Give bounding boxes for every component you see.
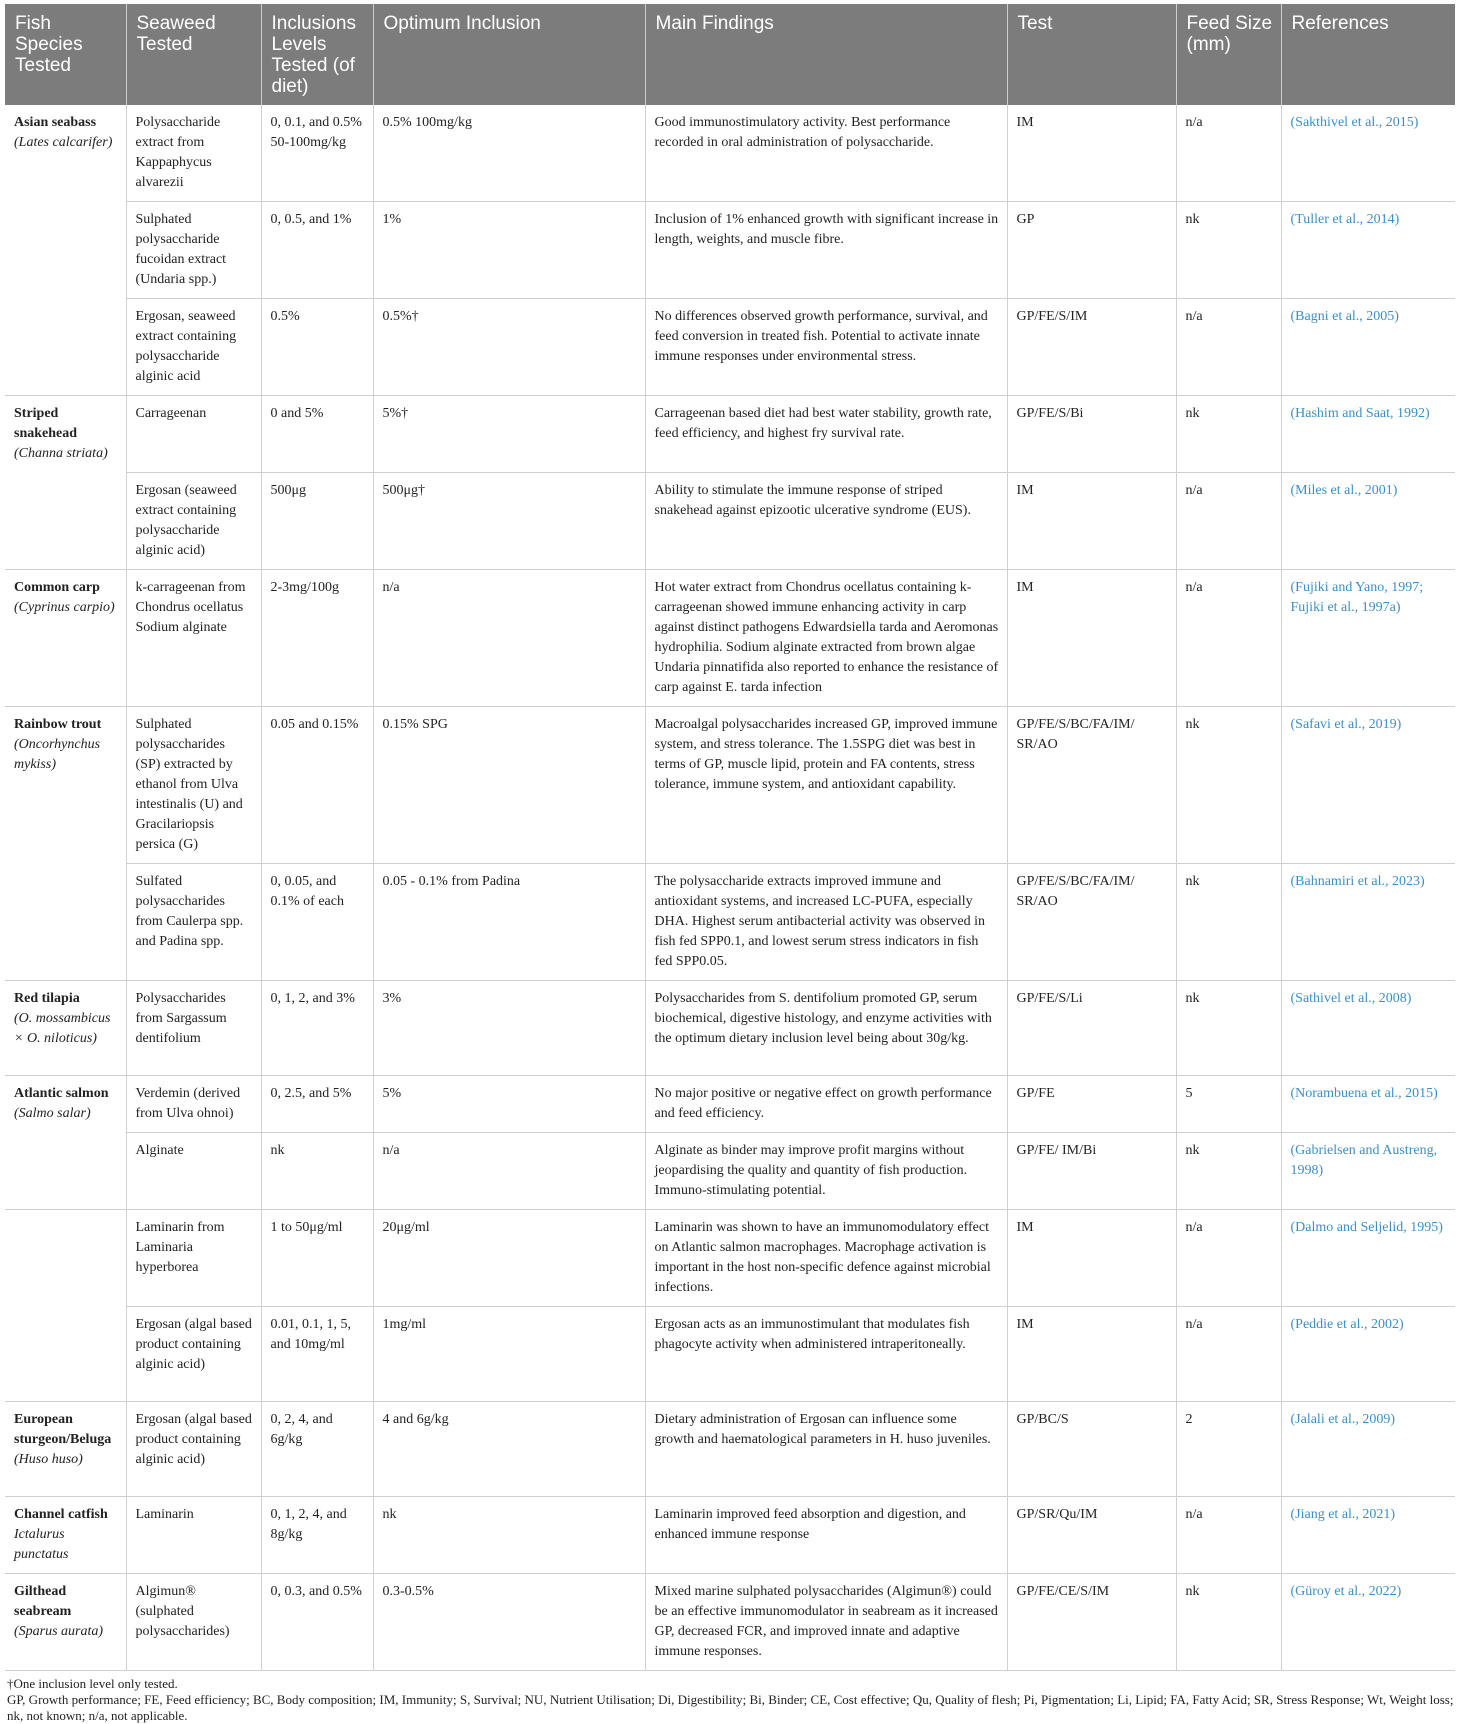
feed-size-cell: 2 — [1176, 1401, 1281, 1496]
optimum-cell: 3% — [373, 980, 645, 1075]
species-cell-empty — [5, 1209, 126, 1306]
species-sci: (Channa striata) — [14, 446, 108, 461]
findings-cell: Inclusion of 1% enhanced growth with significant increase in length, weights, and muscle fibre. — [645, 202, 1007, 299]
species-name: Asian seabass — [14, 115, 97, 130]
feed-size-cell: nk — [1176, 396, 1281, 473]
footnote-abbreviations: GP, Growth performance; FE, Feed efficiency; BC, Body composition; IM, Immunity; S, Survival; NU, Nutrient Utilisation; Di, Digestibility; Bi, Binder; CE, Cost effective; Qu, Quality of flesh; Pi, Pigmentation; Li, Lipid; FA, Fatty Acid; SR, Stress Response; Wt, Weight loss; nk, not known; n/a, not applicable. — [7, 1691, 1454, 1723]
table-row — [5, 472, 1455, 569]
species-cell — [5, 569, 126, 706]
levels-cell: 500μg — [261, 472, 373, 569]
levels-cell: nk — [261, 1132, 373, 1209]
table-row — [5, 863, 1455, 980]
species-name: Channel catfish — [14, 1506, 108, 1522]
optimum-cell: 1mg/ml — [373, 1306, 645, 1401]
seaweed-cell: Polysaccharides from Sargassum dentifolium — [126, 980, 261, 1075]
species-sci: (Lates calcarifer) — [14, 135, 113, 150]
header-feed-size: Feed Size (mm) — [1176, 4, 1281, 105]
feed-size-cell: nk — [1176, 980, 1281, 1075]
reference-link[interactable]: (Peddie et al., 2002) — [1290, 1316, 1404, 1332]
species-sci: (Sparus aurata) — [14, 1623, 104, 1639]
table-row — [5, 1401, 1455, 1496]
species-cell — [5, 980, 126, 1075]
optimum-cell: n/a — [373, 569, 645, 706]
feed-size-cell: nk — [1176, 706, 1281, 863]
reference-cell — [1281, 863, 1455, 980]
table-row — [5, 980, 1455, 1075]
levels-cell: 0.01, 0.1, 1, 5, and 10mg/ml — [261, 1306, 373, 1401]
test-cell: GP/SR/Qu/IM — [1007, 1496, 1176, 1573]
species-sci: (O. mossambicus × O. niloticus) — [14, 1010, 111, 1046]
feed-size-cell: n/a — [1176, 1496, 1281, 1573]
findings-cell: Laminarin improved feed absorption and digestion, and enhanced immune response — [645, 1496, 1007, 1573]
optimum-cell: 0.5%† — [373, 299, 645, 396]
table-row — [5, 706, 1455, 863]
species-cell-empty — [5, 1132, 126, 1209]
seaweed-cell: Ergosan (algal based product containing alginic acid) — [126, 1401, 261, 1496]
table-row — [5, 1573, 1455, 1670]
reference-link[interactable]: (Güroy et al., 2022) — [1290, 1583, 1402, 1599]
table-row — [5, 1132, 1455, 1209]
seaweed-cell: Sulphated polysaccharides (SP) extracted by ethanol from Ulva intestinalis (U) and Gracilariopsis persica (G) — [126, 706, 261, 863]
table-row — [5, 299, 1455, 396]
species-sci: (Huso huso) — [14, 1451, 83, 1467]
reference-link[interactable]: (Sakthivel et al., 2015) — [1290, 115, 1419, 130]
optimum-cell: 20μg/ml — [373, 1209, 645, 1306]
levels-cell: 1 to 50μg/ml — [261, 1209, 373, 1306]
levels-cell: 0, 2, 4, and 6g/kg — [261, 1401, 373, 1496]
reference-link[interactable]: (Gabrielsen and Austreng, 1998) — [1290, 1142, 1438, 1178]
test-cell: IM — [1007, 1209, 1176, 1306]
optimum-cell: 0.05 - 0.1% from Padina — [373, 863, 645, 980]
footnote-dagger: †One inclusion level only tested. — [7, 1675, 178, 1691]
optimum-cell: n/a — [373, 1132, 645, 1209]
reference-cell — [1281, 1573, 1455, 1670]
reference-cell — [1281, 202, 1455, 299]
levels-cell: 0.5% — [261, 299, 373, 396]
reference-cell — [1281, 569, 1455, 706]
header-test: Test — [1007, 4, 1176, 105]
findings-cell: Carrageenan based diet had best water stability, growth rate, feed efficiency, and highest fry survival rate. — [645, 396, 1007, 473]
optimum-cell: 0.3-0.5% — [373, 1573, 645, 1670]
table-footnotes — [5, 1671, 1457, 1724]
reference-link[interactable]: (Sathivel et al., 2008) — [1290, 990, 1412, 1006]
seaweed-polysaccharide-table — [5, 4, 1455, 1671]
table-row — [5, 1496, 1455, 1573]
levels-cell: 0, 0.1, and 0.5% 50-100mg/kg — [261, 105, 373, 202]
reference-link[interactable]: (Hashim and Saat, 1992) — [1290, 406, 1430, 421]
header-optimum: Optimum Inclusion — [373, 4, 645, 105]
species-cell-empty — [5, 863, 126, 980]
species-name: Striped snakehead — [14, 406, 78, 441]
feed-size-cell: nk — [1176, 202, 1281, 299]
findings-cell: Alginate as binder may improve profit margins without jeopardising the quality and quantity of fish production. Immuno-stimulating potential. — [645, 1132, 1007, 1209]
test-cell: IM — [1007, 569, 1176, 706]
seaweed-cell: Polysaccharide extract from Kappaphycus alvarezii — [126, 105, 261, 202]
species-name: European sturgeon/Beluga — [14, 1411, 112, 1447]
levels-cell: 0, 1, 2, and 3% — [261, 980, 373, 1075]
reference-cell — [1281, 1132, 1455, 1209]
reference-cell — [1281, 1496, 1455, 1573]
reference-cell — [1281, 706, 1455, 863]
table-row — [5, 105, 1455, 202]
feed-size-cell: nk — [1176, 1573, 1281, 1670]
seaweed-cell: Alginate — [126, 1132, 261, 1209]
levels-cell: 0.05 and 0.15% — [261, 706, 373, 863]
findings-cell: No differences observed growth performance, survival, and feed conversion in treated fish. Potential to activate innate immune responses under environmental stress. — [645, 299, 1007, 396]
reference-cell — [1281, 1401, 1455, 1496]
test-cell: IM — [1007, 1306, 1176, 1401]
species-cell-empty — [5, 472, 126, 569]
table-row — [5, 1209, 1455, 1306]
seaweed-cell: Ergosan, seaweed extract containing polysaccharide alginic acid — [126, 299, 261, 396]
reference-cell — [1281, 1306, 1455, 1401]
levels-cell: 0, 1, 2, 4, and 8g/kg — [261, 1496, 373, 1573]
seaweed-cell: Ergosan (seaweed extract containing polysaccharide alginic acid) — [126, 472, 261, 569]
table-row — [5, 1075, 1455, 1132]
species-cell — [5, 1496, 126, 1573]
findings-cell: The polysaccharide extracts improved immune and antioxidant systems, and increased LC-PUFA, especially DHA. Highest serum antibacterial activity was observed in fish fed SPP0.1, and lowest serum stress indicators in fish fed SPP0.05. — [645, 863, 1007, 980]
optimum-cell: 5%† — [373, 396, 645, 473]
test-cell: GP/BC/S — [1007, 1401, 1176, 1496]
seaweed-cell: Verdemin (derived from Ulva ohnoi) — [126, 1075, 261, 1132]
reference-cell — [1281, 472, 1455, 569]
findings-cell: Mixed marine sulphated polysaccharides (Algimun®) could be an effective immunomodulator in seabream as it increased GP, decreased FCR, and improved innate and adaptive immune responses. — [645, 1573, 1007, 1670]
species-cell-empty — [5, 299, 126, 396]
levels-cell: 0, 2.5, and 5% — [261, 1075, 373, 1132]
levels-cell: 0, 0.3, and 0.5% — [261, 1573, 373, 1670]
header-references: References — [1281, 4, 1455, 105]
optimum-cell: 0.15% SPG — [373, 706, 645, 863]
table-row — [5, 396, 1455, 473]
optimum-cell: 4 and 6g/kg — [373, 1401, 645, 1496]
reference-link[interactable]: (Safavi et al., 2019) — [1290, 716, 1402, 732]
species-sci: Ictalurus punctatus — [14, 1526, 69, 1562]
species-name: Gilthead seabream — [14, 1583, 72, 1619]
species-cell — [5, 1573, 126, 1670]
header-findings: Main Findings — [645, 4, 1007, 105]
species-cell-empty — [5, 202, 126, 299]
seaweed-cell: Carrageenan — [126, 396, 261, 473]
optimum-cell: 1% — [373, 202, 645, 299]
test-cell: GP/FE/S/Bi — [1007, 396, 1176, 473]
optimum-cell: 0.5% 100mg/kg — [373, 105, 645, 202]
table-container — [5, 4, 1455, 1724]
levels-cell: 0 and 5% — [261, 396, 373, 473]
reference-cell — [1281, 1075, 1455, 1132]
test-cell: GP/FE/S/BC/FA/IM/ SR/AO — [1007, 706, 1176, 863]
findings-cell: Good immunostimulatory activity. Best performance recorded in oral administration of polysaccharide. — [645, 105, 1007, 202]
reference-link[interactable]: (Bahnamiri et al., 2023) — [1290, 873, 1425, 889]
levels-cell: 0, 0.5, and 1% — [261, 202, 373, 299]
findings-cell: Hot water extract from Chondrus ocellatus containing k-carrageenan showed immune enhancing activity in carp against distinct pathogens Edwardsiella tarda and Aeromonas hydrophilia. Sodium alginate extracted from brown algae Undaria pinnatifida also reported to enhance the resistance of carp against E. tarda infection — [645, 569, 1007, 706]
seaweed-cell: Ergosan (algal based product containing alginic acid) — [126, 1306, 261, 1401]
test-cell: GP/FE/S/Li — [1007, 980, 1176, 1075]
species-cell — [5, 396, 126, 473]
header-inclusion-levels: Inclusions Levels Tested (of diet) — [261, 4, 373, 105]
test-cell: IM — [1007, 472, 1176, 569]
levels-cell: 0, 0.05, and 0.1% of each — [261, 863, 373, 980]
findings-cell: Polysaccharides from S. dentifolium promoted GP, serum biochemical, digestive histology, and enzyme activities with the optimum dietary inclusion level being about 30g/kg. — [645, 980, 1007, 1075]
species-name: Common carp — [14, 579, 100, 595]
test-cell: GP/FE — [1007, 1075, 1176, 1132]
seaweed-cell: Algimun® (sulphated polysaccharides) — [126, 1573, 261, 1670]
reference-link[interactable]: (Jiang et al., 2021) — [1290, 1506, 1396, 1522]
reference-cell — [1281, 396, 1455, 473]
reference-link[interactable]: (Fujiki and Yano, 1997; Fujiki et al., 1997a) — [1290, 579, 1424, 615]
feed-size-cell: nk — [1176, 863, 1281, 980]
test-cell: GP/FE/S/BC/FA/IM/ SR/AO — [1007, 863, 1176, 980]
species-cell — [5, 1401, 126, 1496]
feed-size-cell: n/a — [1176, 472, 1281, 569]
test-cell: GP/FE/S/IM — [1007, 299, 1176, 396]
seaweed-cell: Sulphated polysaccharide fucoidan extract (Undaria spp.) — [126, 202, 261, 299]
reference-link[interactable]: (Miles et al., 2001) — [1290, 482, 1398, 498]
optimum-cell: 500μg† — [373, 472, 645, 569]
findings-cell: Dietary administration of Ergosan can influence some growth and haematological parameters in H. huso juveniles. — [645, 1401, 1007, 1496]
feed-size-cell: n/a — [1176, 1209, 1281, 1306]
findings-cell: Ergosan acts as an immunostimulant that modulates fish phagocyte activity when administered intraperitoneally. — [645, 1306, 1007, 1401]
table-header-row — [5, 4, 1455, 105]
findings-cell: No major positive or negative effect on growth performance and feed efficiency. — [645, 1075, 1007, 1132]
reference-cell — [1281, 1209, 1455, 1306]
reference-cell — [1281, 105, 1455, 202]
feed-size-cell: n/a — [1176, 569, 1281, 706]
reference-link[interactable]: (Norambuena et al., 2015) — [1290, 1085, 1438, 1101]
feed-size-cell: 5 — [1176, 1075, 1281, 1132]
species-name: Rainbow trout — [14, 716, 102, 732]
species-cell — [5, 1075, 126, 1132]
findings-cell: Macroalgal polysaccharides increased GP, improved immune system, and stress tolerance. The 1.5SPG diet was best in terms of GP, muscle lipid, protein and FA contents, stress tolerance, immune system, and antioxidant capability. — [645, 706, 1007, 863]
reference-link[interactable]: (Tuller et al., 2014) — [1290, 212, 1400, 227]
reference-link[interactable]: (Jalali et al., 2009) — [1290, 1411, 1396, 1427]
test-cell: GP/FE/ IM/Bi — [1007, 1132, 1176, 1209]
reference-link[interactable]: (Dalmo and Seljelid, 1995) — [1290, 1219, 1443, 1235]
findings-cell: Laminarin was shown to have an immunomodulatory effect on Atlantic salmon macrophages. Macrophage activation is important in the host non-specific defence against microbial infections. — [645, 1209, 1007, 1306]
table-row — [5, 569, 1455, 706]
header-seaweed: Seaweed Tested — [126, 4, 261, 105]
optimum-cell: nk — [373, 1496, 645, 1573]
seaweed-cell: Laminarin — [126, 1496, 261, 1573]
reference-cell — [1281, 980, 1455, 1075]
species-sci: (Salmo salar) — [14, 1105, 91, 1121]
header-fish-species: Fish Species Tested — [5, 4, 126, 105]
seaweed-cell: k-carrageenan from Chondrus ocellatus Sodium alginate — [126, 569, 261, 706]
test-cell: GP — [1007, 202, 1176, 299]
optimum-cell: 5% — [373, 1075, 645, 1132]
seaweed-cell: Laminarin from Laminaria hyperborea — [126, 1209, 261, 1306]
species-sci: (Oncorhynchus mykiss) — [14, 736, 101, 772]
seaweed-cell: Sulfated polysaccharides from Caulerpa spp. and Padina spp. — [126, 863, 261, 980]
species-sci: (Cyprinus carpio) — [14, 599, 115, 615]
species-name: Red tilapia — [14, 990, 80, 1006]
test-cell: GP/FE/CE/S/IM — [1007, 1573, 1176, 1670]
table-row — [5, 1306, 1455, 1401]
feed-size-cell: n/a — [1176, 299, 1281, 396]
reference-cell — [1281, 299, 1455, 396]
test-cell: IM — [1007, 105, 1176, 202]
levels-cell: 2-3mg/100g — [261, 569, 373, 706]
feed-size-cell: n/a — [1176, 105, 1281, 202]
reference-link[interactable]: (Bagni et al., 2005) — [1290, 309, 1399, 324]
species-cell-empty — [5, 1306, 126, 1401]
species-cell — [5, 706, 126, 863]
findings-cell: Ability to stimulate the immune response of striped snakehead against epizootic ulcerative syndrome (EUS). — [645, 472, 1007, 569]
species-name: Atlantic salmon — [14, 1085, 109, 1101]
feed-size-cell: n/a — [1176, 1306, 1281, 1401]
feed-size-cell: nk — [1176, 1132, 1281, 1209]
table-row — [5, 202, 1455, 299]
species-cell — [5, 105, 126, 202]
